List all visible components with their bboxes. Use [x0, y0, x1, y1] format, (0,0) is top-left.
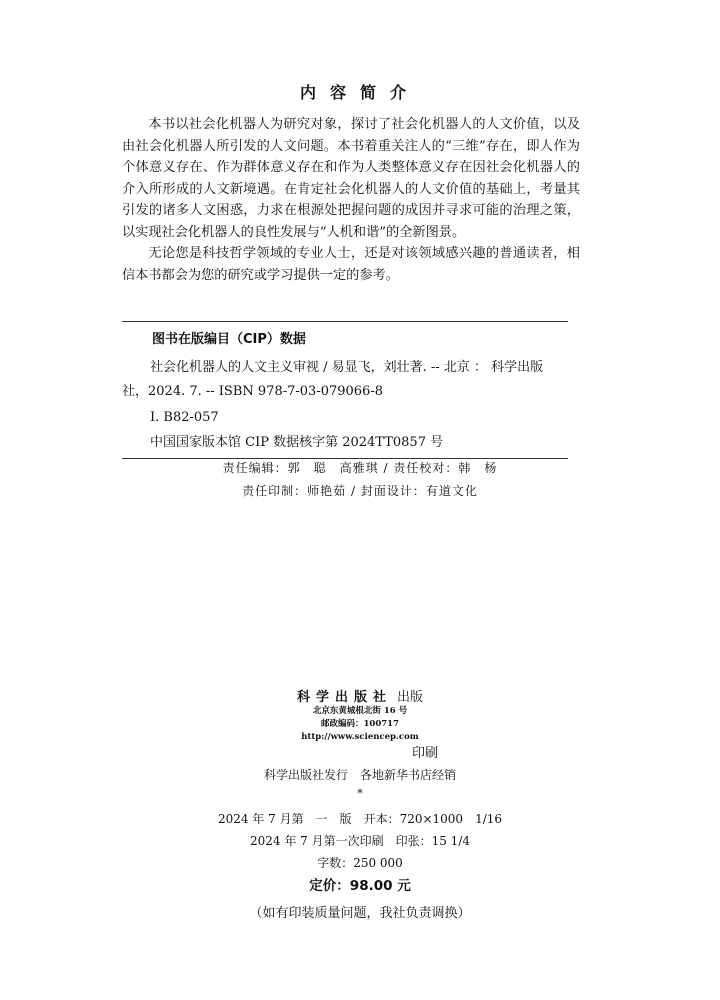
- cip-classification: Ⅰ. B82-057: [150, 410, 219, 425]
- word-count: 字数：250 000: [317, 856, 403, 870]
- publisher-logo: 科学出版社: [296, 690, 392, 705]
- production-line: 责任印制：师艳茹 / 封面设计：有道文化: [242, 484, 478, 498]
- publisher-url: http://www.sciencep.com: [301, 732, 419, 742]
- publisher-postcode: 邮政编码：100717: [321, 719, 399, 729]
- price: 定价：98.00 元: [309, 878, 411, 894]
- quality-notice: （如有印装质量问题，我社负责调换）: [249, 906, 471, 921]
- summary-text: [122, 114, 580, 286]
- printer-label: 印刷: [412, 746, 439, 761]
- summary-paragraph: 本书以社会化机器人为研究对象，探讨了社会化机器人的人文价值，以及由社会化机器人所引发的人文问题。本书着重关注人的“三维”存在，即人作为个体意义存在、作为群体意义存在和作为人类整体意义存在因社会化机器人的介入所形成的人文新境遇。在肯定社会化机器人的人文价值的基础上，考量其引发的诸多人文困惑，力求在根源处把握问题的成因并寻求可能的治理之策，以实现社会化机器人的良性发展与“人机和谐”的全新图景。: [122, 117, 580, 240]
- summary-title: 内容简介: [299, 83, 420, 102]
- separator-star: *: [357, 787, 363, 800]
- distribution-line: 科学出版社发行 各地新华书店经销: [263, 768, 456, 782]
- cip-record: 中国国家版本馆 CIP 数据核字第 2024TT0857 号: [150, 435, 444, 450]
- summary-paragraph: 无论您是科技哲学领域的专业人士，还是对该领域感兴趣的普通读者，相信本书都会为您的研究或学习提供一定的参考。: [122, 246, 580, 283]
- publisher-suffix: 出版: [397, 690, 424, 705]
- edition-line: 2024 年 7 月第 一 版 开本：720×1000 1/16: [217, 812, 503, 826]
- cip-block: [122, 321, 568, 459]
- editor-line: 责任编辑：郭 聪 高雅琪 / 责任校对：韩 杨: [222, 461, 498, 475]
- cip-heading: 图书在版编目（CIP）数据: [152, 332, 306, 347]
- publisher-address: 北京东黄城根北街 16 号: [312, 706, 408, 716]
- printing-line: 2024 年 7 月第一次印刷 印张：15 1/4: [249, 834, 470, 848]
- edition-specs: [0, 808, 720, 874]
- editorial-credits: [0, 457, 720, 503]
- publisher-block: [0, 686, 720, 744]
- cip-entry: 社会化机器人的人文主义审视 / 易显飞，刘壮著. -- 北京 ： 科学出版社，2024. 7. -- ISBN 978-7-03-079066-8: [122, 360, 544, 399]
